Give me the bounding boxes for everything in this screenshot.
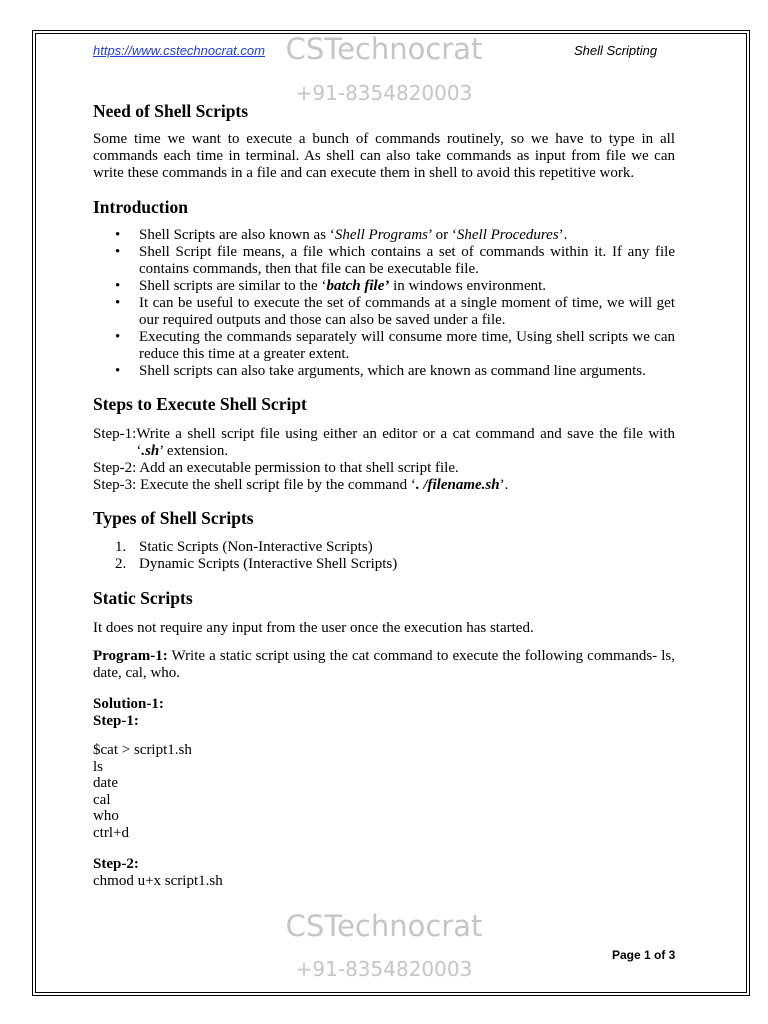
text: ’. — [558, 227, 568, 243]
list-number: 2. — [115, 556, 127, 572]
text-em: . /filename.sh — [415, 477, 500, 493]
text: ’. — [499, 477, 509, 493]
text-em: batch file’ — [326, 278, 390, 294]
step-2: Step-2: Add an executable permission to that shell script file. — [93, 460, 459, 476]
code-block-1 — [93, 742, 675, 842]
list-item — [93, 227, 675, 244]
list-item: • Executing the commands separately will consume more time, Using shell scripts we can reduce this time at a greater extent. — [93, 329, 675, 363]
step2-label: Step-2: — [93, 855, 139, 872]
text: Write a shell script file using either an editor or a cat command and save the file with ‘ — [136, 426, 675, 459]
header-subject: Shell Scripting — [574, 43, 658, 58]
code-line: who — [93, 808, 119, 825]
static-paragraph: It does not require any input from the user once the execution has started. — [93, 620, 534, 636]
step-3 — [93, 477, 675, 494]
heading-types: Types of Shell Scripts — [93, 508, 254, 528]
heading-steps: Steps to Execute Shell Script — [93, 394, 307, 414]
list-item: • Shell Script file means, a file which contains a set of commands within it. If any file contains commands, then that file can be executable file. — [93, 244, 675, 278]
types-list — [93, 539, 675, 573]
text: ’ extension. — [159, 443, 229, 459]
text: in windows environment. — [389, 278, 547, 294]
list-item — [93, 539, 675, 556]
text: Step-3: Execute the shell script file by the command ‘ — [93, 477, 416, 493]
program-paragraph — [93, 648, 675, 682]
step-text — [136, 426, 675, 460]
program-text: Write a static script using the cat command to execute the following commands- ls, date, cal, who. — [93, 648, 675, 681]
code-line: date — [93, 775, 118, 792]
heading-static: Static Scripts — [93, 588, 193, 608]
text: Shell Scripts are also known as ‘ — [139, 227, 335, 243]
text: Shell scripts are similar to the ‘ — [139, 278, 327, 294]
text-em: .sh — [141, 443, 160, 459]
step-label: Step-1: — [93, 426, 137, 442]
website-link[interactable]: https://www.cstechnocrat.com — [93, 43, 265, 58]
list-item: • It can be useful to execute the set of commands at a single moment of time, we will get our required outputs and those can also be saved under a file. — [93, 295, 675, 329]
text: ’ or ‘ — [428, 227, 457, 243]
text-em: Shell Programs — [334, 227, 429, 243]
code-line: ls — [93, 758, 104, 775]
page-number: Page 1 of 3 — [612, 948, 676, 962]
page-content — [93, 100, 675, 890]
code-line: cal — [93, 791, 111, 808]
watermark-phone-footer: +91-8354820003 — [295, 957, 473, 981]
code-line: chmod u+x script1.sh — [93, 872, 223, 889]
list-item: • Shell scripts can also take arguments, which are known as command line arguments. — [93, 363, 675, 380]
solution-label: Solution-1: — [93, 696, 164, 712]
step-1 — [93, 426, 675, 460]
list-item — [93, 278, 675, 295]
watermark-title-footer: CSTechnocrat — [285, 909, 483, 943]
watermark-title: CSTechnocrat — [285, 32, 483, 66]
intro-list — [93, 227, 675, 380]
steps-block — [93, 426, 675, 494]
need-paragraph: Some time we want to execute a bunch of commands routinely, so we have to type in all commands each time in terminal. As shell can also take commands as input from file we can write these commands in a file and can execute them in shell to avoid this repetitive work. — [93, 131, 675, 181]
list-item — [93, 556, 675, 573]
list-text: Dynamic Scripts (Interactive Shell Scripts) — [139, 556, 398, 572]
list-text: Static Scripts (Non-Interactive Scripts) — [139, 539, 373, 555]
text-em: Shell Procedures — [456, 227, 559, 243]
code-line: $cat > script1.sh — [93, 742, 192, 758]
heading-need: Need of Shell Scripts — [93, 101, 249, 121]
list-number: 1. — [115, 539, 127, 555]
watermark-phone: +91-8354820003 — [295, 81, 473, 105]
heading-introduction: Introduction — [93, 197, 188, 217]
step1-label: Step-1: — [93, 713, 139, 729]
program-label: Program-1: — [93, 648, 168, 664]
code-line: ctrl+d — [93, 824, 129, 841]
